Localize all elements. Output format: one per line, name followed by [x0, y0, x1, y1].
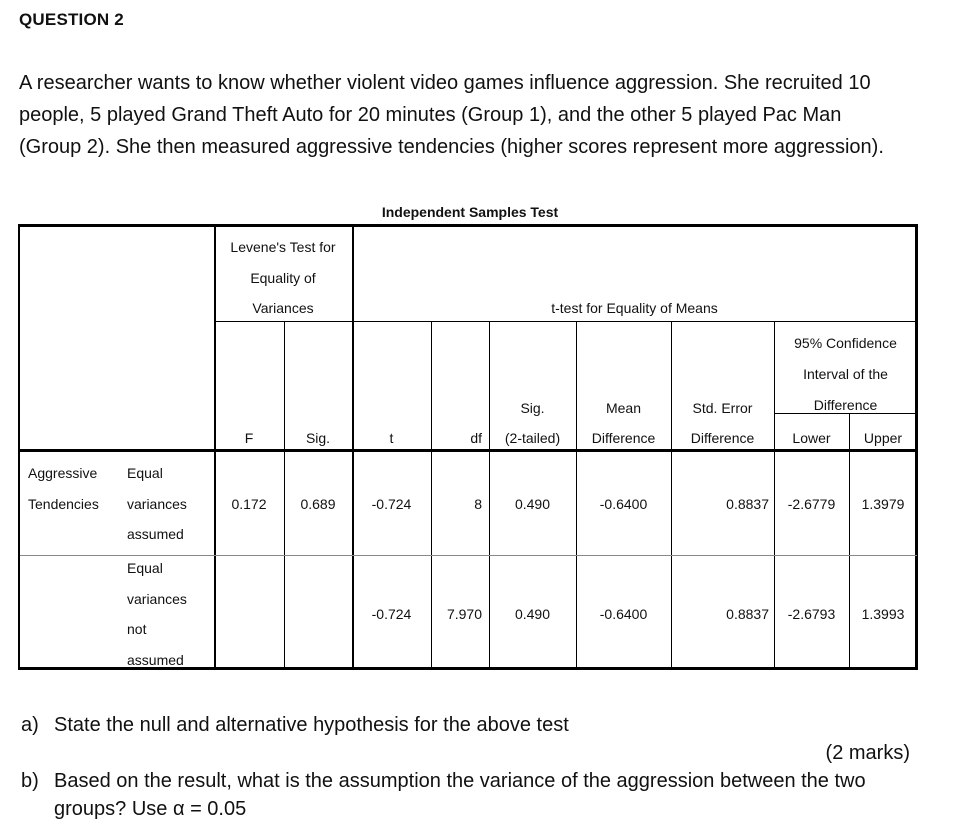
levene-header-line: Levene's Test for [230, 239, 336, 255]
row-label: Equal [127, 465, 163, 481]
cell-sig2: 0.490 [514, 496, 551, 512]
ci-header-line: Difference [813, 397, 878, 413]
cell-upper: 1.3993 [861, 606, 905, 622]
cell-df: 8 [474, 496, 482, 512]
cell-sig2: 0.490 [514, 606, 551, 622]
row-label: assumed [127, 526, 184, 542]
part-b-label: b) [21, 770, 39, 792]
cell-df: 7.970 [446, 606, 482, 622]
row-label: Equal [127, 560, 163, 576]
col-header-mean-diff: Mean [605, 400, 642, 416]
intro-line: people, 5 played Grand Theft Auto for 20 minutes (Group 1), and the other 5 played Pac Man [19, 104, 842, 126]
levene-header-line: Equality of [250, 270, 316, 286]
table-title: Independent Samples Test [381, 204, 559, 220]
levene-header-line: Variances [252, 300, 314, 316]
col-header-upper: Upper [863, 430, 903, 446]
col-header-lower: Lower [792, 430, 831, 446]
question-intro [19, 67, 919, 163]
intro-line: (Group 2). She then measured aggressive tendencies (higher scores represent more aggression). [19, 136, 884, 158]
row-label: variances [127, 496, 187, 512]
cell-f: 0.172 [231, 496, 267, 512]
row-label: assumed [127, 652, 184, 668]
ci-header-line: Interval of the [803, 366, 888, 382]
row-label: not [127, 621, 147, 637]
col-header-t: t [389, 430, 394, 446]
cell-lower: -2.6793 [787, 606, 836, 622]
row-label: variances [127, 591, 187, 607]
col-header-std-err: Difference [690, 430, 755, 446]
cell-t: -0.724 [371, 606, 412, 622]
cell-std-err: 0.8837 [726, 606, 769, 622]
cell-lower: -2.6779 [787, 496, 836, 512]
part-a-marks: (2 marks) [825, 742, 910, 764]
part-b-line: groups? Use α = 0.05 [54, 798, 247, 820]
part-a-text: State the null and alternative hypothesis for the above test [54, 714, 569, 736]
question-title: QUESTION 2 [19, 10, 124, 29]
part-b-line: Based on the result, what is the assumption the variance of the aggression between the two [54, 770, 866, 792]
ci-header-line: 95% Confidence [794, 335, 897, 351]
cell-upper: 1.3979 [861, 496, 905, 512]
cell-mean-diff: -0.6400 [599, 606, 648, 622]
col-header-mean-diff: Difference [591, 430, 656, 446]
col-header-f: F [244, 430, 254, 446]
cell-levene-sig: 0.689 [300, 496, 336, 512]
cell-t: -0.724 [371, 496, 412, 512]
col-header-df: df [470, 430, 482, 446]
ttest-header: t-test for Equality of Means [551, 300, 718, 316]
col-header-std-err: Std. Error [692, 400, 753, 416]
row-group-label: Aggressive [28, 465, 98, 481]
col-header-sig2: Sig. [520, 400, 545, 416]
col-header-levene-sig: Sig. [305, 430, 331, 446]
cell-std-err: 0.8837 [726, 496, 769, 512]
cell-mean-diff: -0.6400 [599, 496, 648, 512]
row-group-label: Tendencies [28, 496, 99, 512]
intro-line: A researcher wants to know whether violent video games influence aggression. She recruited 10 [19, 72, 871, 94]
independent-samples-test-table [18, 224, 918, 670]
col-header-sig2: (2-tailed) [504, 430, 561, 446]
part-a-label: a) [21, 714, 39, 736]
